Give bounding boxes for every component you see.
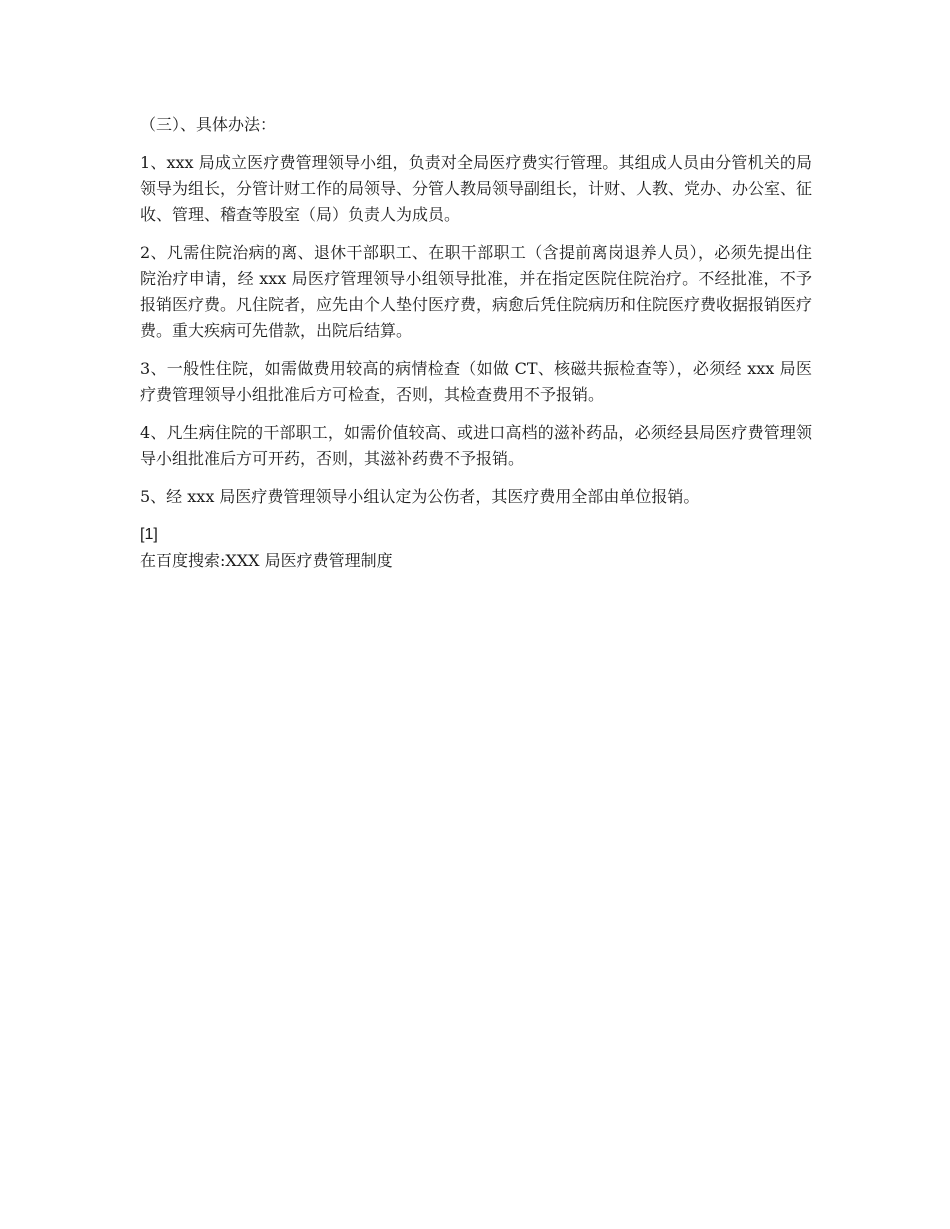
paragraph-2: 2、凡需住院治病的离、退休干部职工、在职干部职工（含提前离岗退养人员），必须先提出住院治疗申请，经 xxx 局医疗管理领导小组领导批准，并在指定医院住院治疗。不经批准，不予报销医疗费。凡住院者，应先由个人垫付医疗费，病愈后凭住院病历和住院医疗费收据报销医疗费。重大疾病可先借款，出院后结算。 bbox=[140, 243, 813, 340]
reference-marker: [1] bbox=[140, 526, 158, 543]
search-line: 在百度搜索:XXX 局医疗费管理制度 bbox=[140, 551, 393, 570]
section-heading: （三）、具体办法： bbox=[140, 115, 277, 134]
paragraph-4: 4、凡生病住院的干部职工，如需价值较高、或进口高档的滋补药品，必须经县局医疗费管理领导小组批准后方可开药，否则，其滋补药费不予报销。 bbox=[140, 423, 812, 468]
paragraph-3: 3、一般性住院，如需做费用较高的病情检查（如做 CT、核磁共振检查等），必须经 xxx 局医疗费管理领导小组批准后方可检查，否则，其检查费用不予报销。 bbox=[140, 359, 812, 404]
paragraph-5: 5、经 xxx 局医疗费管理领导小组认定为公伤者，其医疗费用全部由单位报销。 bbox=[140, 487, 700, 506]
paragraph-1: 1、xxx 局成立医疗费管理领导小组，负责对全局医疗费实行管理。其组成人员由分管机关的局领导为组长，分管计财工作的局领导、分管人教局领导副组长，计财、人教、党办、办公室、征收、管理、稽查等股室（局）负责人为成员。 bbox=[140, 153, 813, 224]
document-body bbox=[140, 112, 812, 574]
